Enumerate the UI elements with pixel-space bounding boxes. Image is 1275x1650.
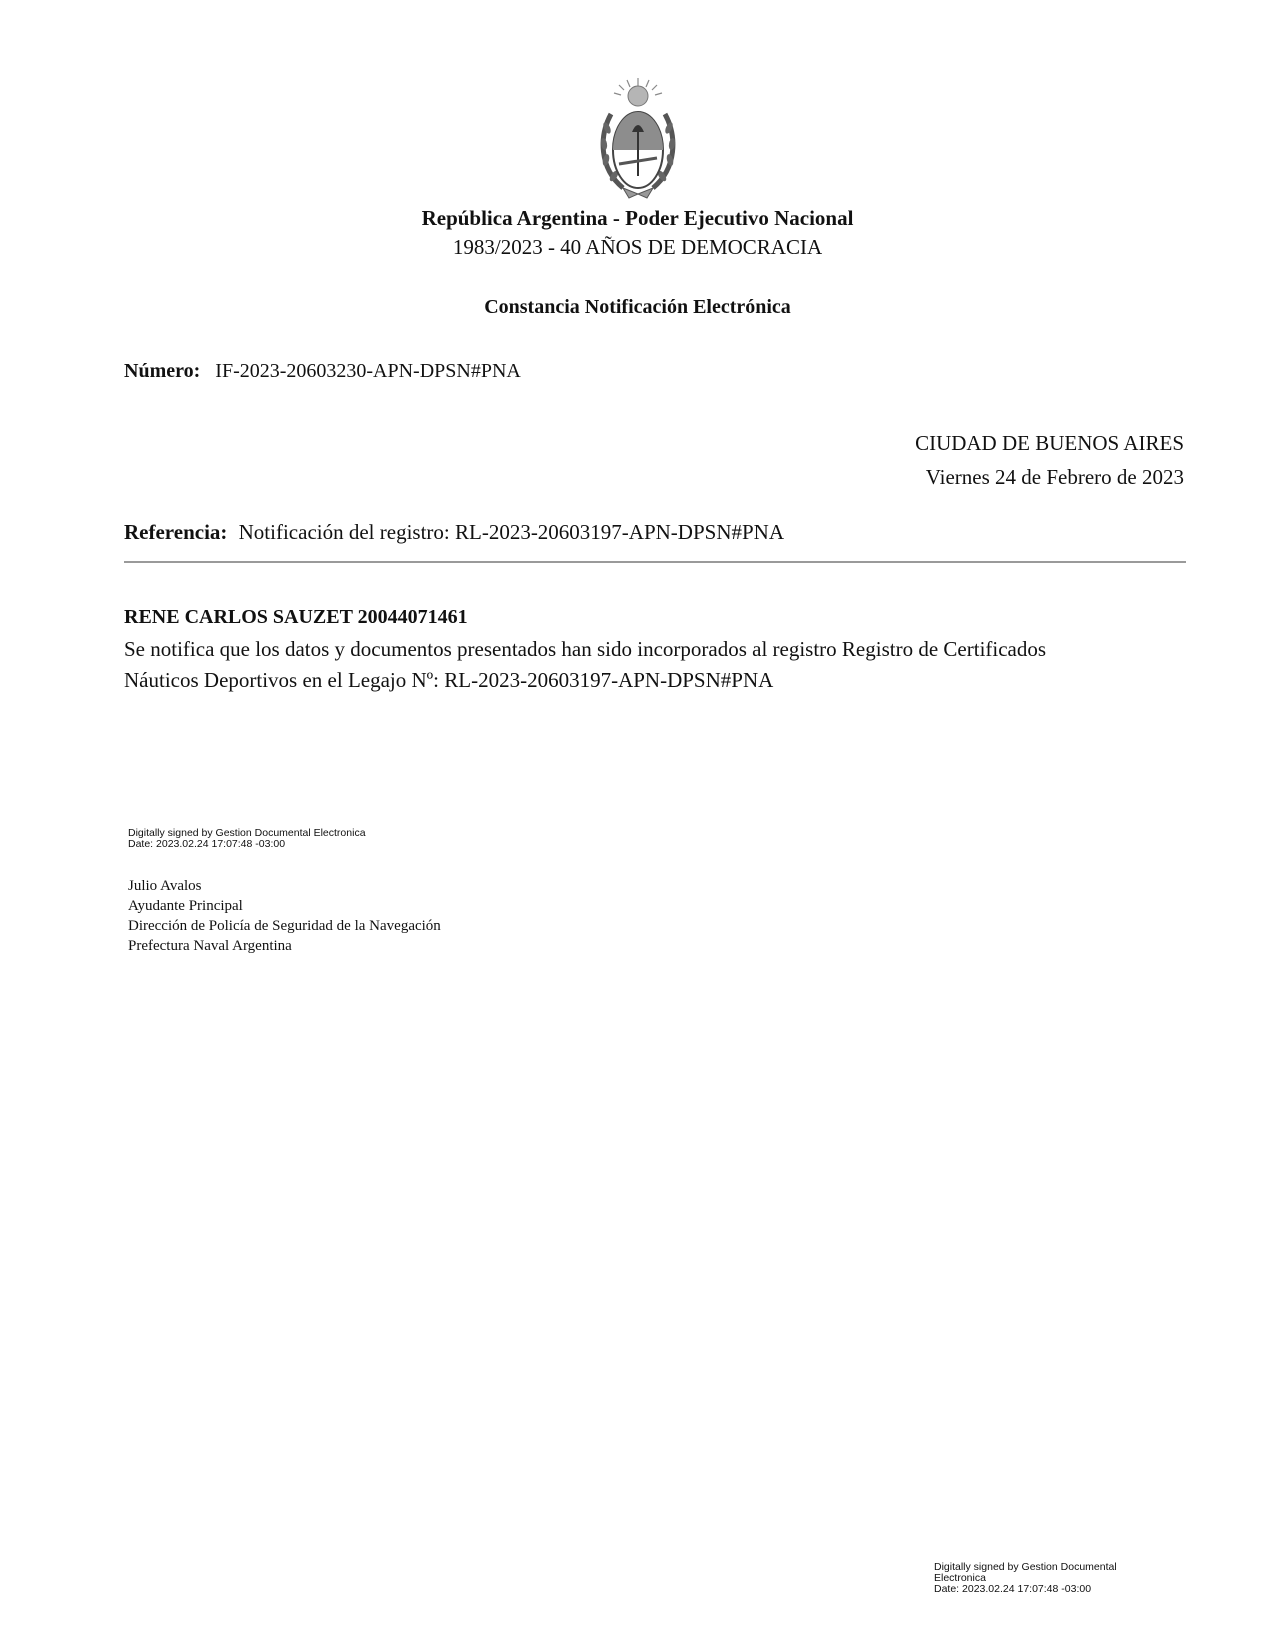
document-number-value: IF-2023-20603230-APN-DPSN#PNA [215, 360, 521, 382]
notification-line-1: Se notifica que los datos y documentos presentados han sido incorporados al registro Registro de Certificados [124, 637, 1047, 661]
reference-value: Notificación del registro: RL-2023-20603197-APN-DPSN#PNA [238, 520, 785, 544]
signer-rank: Ayudante Principal [128, 898, 243, 914]
notification-body [124, 634, 1204, 696]
document-number [124, 360, 521, 383]
signer-block [128, 876, 441, 956]
place-date-block [915, 426, 1184, 494]
motto-heading: 1983/2023 - 40 AÑOS DE DEMOCRACIA [452, 235, 823, 259]
digital-signature-stamp [128, 828, 366, 850]
signer-department: Dirección de Policía de Seguridad de la Navegación [128, 918, 441, 934]
document-number-label: Número: [124, 360, 201, 382]
document-title: Constancia Notificación Electrónica [484, 296, 791, 318]
digital-signature-line-2: Date: 2023.02.24 17:07:48 -03:00 [128, 838, 286, 850]
recipient-name: RENE CARLOS SAUZET 20044071461 [124, 606, 468, 628]
digital-signature-line-1: Digitally signed by Gestion Documental Electronica [128, 827, 366, 839]
divider [124, 561, 1186, 563]
city: CIUDAD DE BUENOS AIRES [915, 431, 1184, 455]
notification-line-2: Náuticos Deportivos en el Legajo Nº: RL-2023-20603197-APN-DPSN#PNA [124, 668, 774, 692]
government-heading: República Argentina - Poder Ejecutivo Nacional [421, 206, 854, 230]
date: Viernes 24 de Febrero de 2023 [925, 465, 1184, 489]
footer-signature-line-1: Digitally signed by Gestion Documental [934, 1561, 1117, 1573]
footer-signature-line-3: Date: 2023.02.24 17:07:48 -03:00 [934, 1583, 1092, 1595]
footer-signature-line-2: Electronica [934, 1572, 986, 1584]
footer-digital-signature [934, 1562, 1164, 1595]
signer-name: Julio Avalos [128, 878, 202, 894]
signer-organization: Prefectura Naval Argentina [128, 938, 292, 954]
argentina-coat-of-arms-icon [597, 76, 679, 202]
reference-label: Referencia: [124, 520, 228, 544]
reference [124, 520, 784, 545]
